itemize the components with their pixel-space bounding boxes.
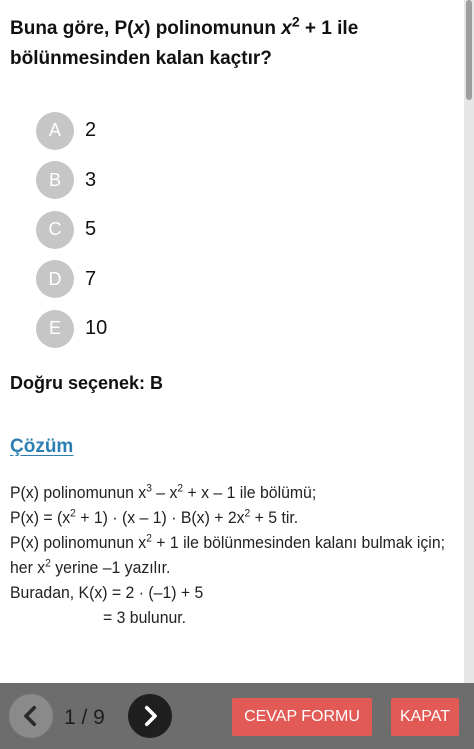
close-button[interactable]: KAPAT [391, 698, 459, 736]
option-value: 2 [85, 119, 97, 142]
solution-fragment: yerine –1 yazılır. [50, 558, 171, 577]
solution-exponent: 2 [70, 507, 76, 520]
solution-fragment: + 5 tir. [250, 508, 299, 527]
solution-exponent: 2 [45, 557, 51, 570]
question-variable: x [133, 18, 145, 39]
solution-line-1 [10, 480, 424, 505]
solution-line-5: Buradan, K(x) = 2 · (–1) + 5 [10, 583, 204, 602]
option-value: 7 [85, 267, 97, 290]
question-text [10, 14, 450, 74]
solution-line-2 [10, 505, 424, 530]
answer-form-button[interactable]: CEVAP FORMU [232, 698, 372, 736]
question-fragment: Buna göre, P( [10, 18, 134, 39]
solution-fragment: + x – 1 ile bölümü; [183, 483, 317, 502]
solution-exponent: 2 [177, 482, 184, 495]
correct-answer: Doğru seçenek: B [10, 373, 164, 393]
option-letter-badge: E [36, 310, 74, 348]
question-exponent: 2 [291, 13, 300, 30]
next-button[interactable] [128, 694, 172, 738]
chevron-left-icon [20, 705, 42, 727]
bottom-navigation-bar [0, 683, 474, 749]
question-line-2: bölünmesinden kalan kaçtır? [10, 48, 272, 69]
solution-fragment: P(x) = (x [10, 508, 71, 527]
option-d[interactable] [36, 255, 336, 305]
solution-exponent: 3 [146, 482, 152, 495]
solution-line-3 [10, 530, 446, 555]
option-value: 5 [85, 218, 97, 241]
solution-link[interactable]: Çözüm [10, 436, 74, 457]
previous-button[interactable] [9, 694, 53, 738]
scrollbar[interactable] [464, 0, 474, 683]
option-value: 3 [85, 168, 97, 191]
option-e[interactable] [36, 304, 336, 354]
option-letter-badge: D [36, 260, 74, 298]
option-letter-badge: B [36, 161, 74, 199]
solution-fragment: + 1 ile bölünmesinden kalanı bulmak için; [151, 533, 446, 552]
solution-fragment: P(x) polinomunun x [10, 533, 147, 552]
solution-fragment: + 1) · (x – 1) · B(x) + 2x [75, 508, 245, 527]
option-letter-badge: C [36, 211, 74, 249]
solution-exponent: 2 [244, 507, 251, 520]
question-fragment: ) polinomunun [144, 18, 282, 39]
option-c[interactable] [36, 205, 336, 255]
solution-exponent: 2 [146, 532, 152, 545]
option-a[interactable] [36, 106, 336, 156]
solution-fragment: P(x) polinomunun x [10, 483, 147, 502]
page-indicator: 1 / 9 [64, 706, 105, 729]
question-line-1 [10, 14, 450, 44]
option-value: 10 [85, 317, 108, 340]
question-variable: x [281, 18, 292, 39]
answer-options [36, 106, 336, 354]
chevron-right-icon [139, 705, 161, 727]
solution-fragment: her x [10, 558, 46, 577]
option-letter-badge: A [36, 112, 74, 150]
option-b[interactable] [36, 156, 336, 206]
solution-fragment: – x [151, 483, 178, 502]
scrollbar-thumb[interactable] [466, 0, 472, 100]
solution-line-6: = 3 bulunur. [103, 608, 187, 627]
solution-line-4 [10, 555, 424, 580]
solution-text [10, 480, 446, 630]
question-fragment: + 1 ile [299, 18, 359, 39]
